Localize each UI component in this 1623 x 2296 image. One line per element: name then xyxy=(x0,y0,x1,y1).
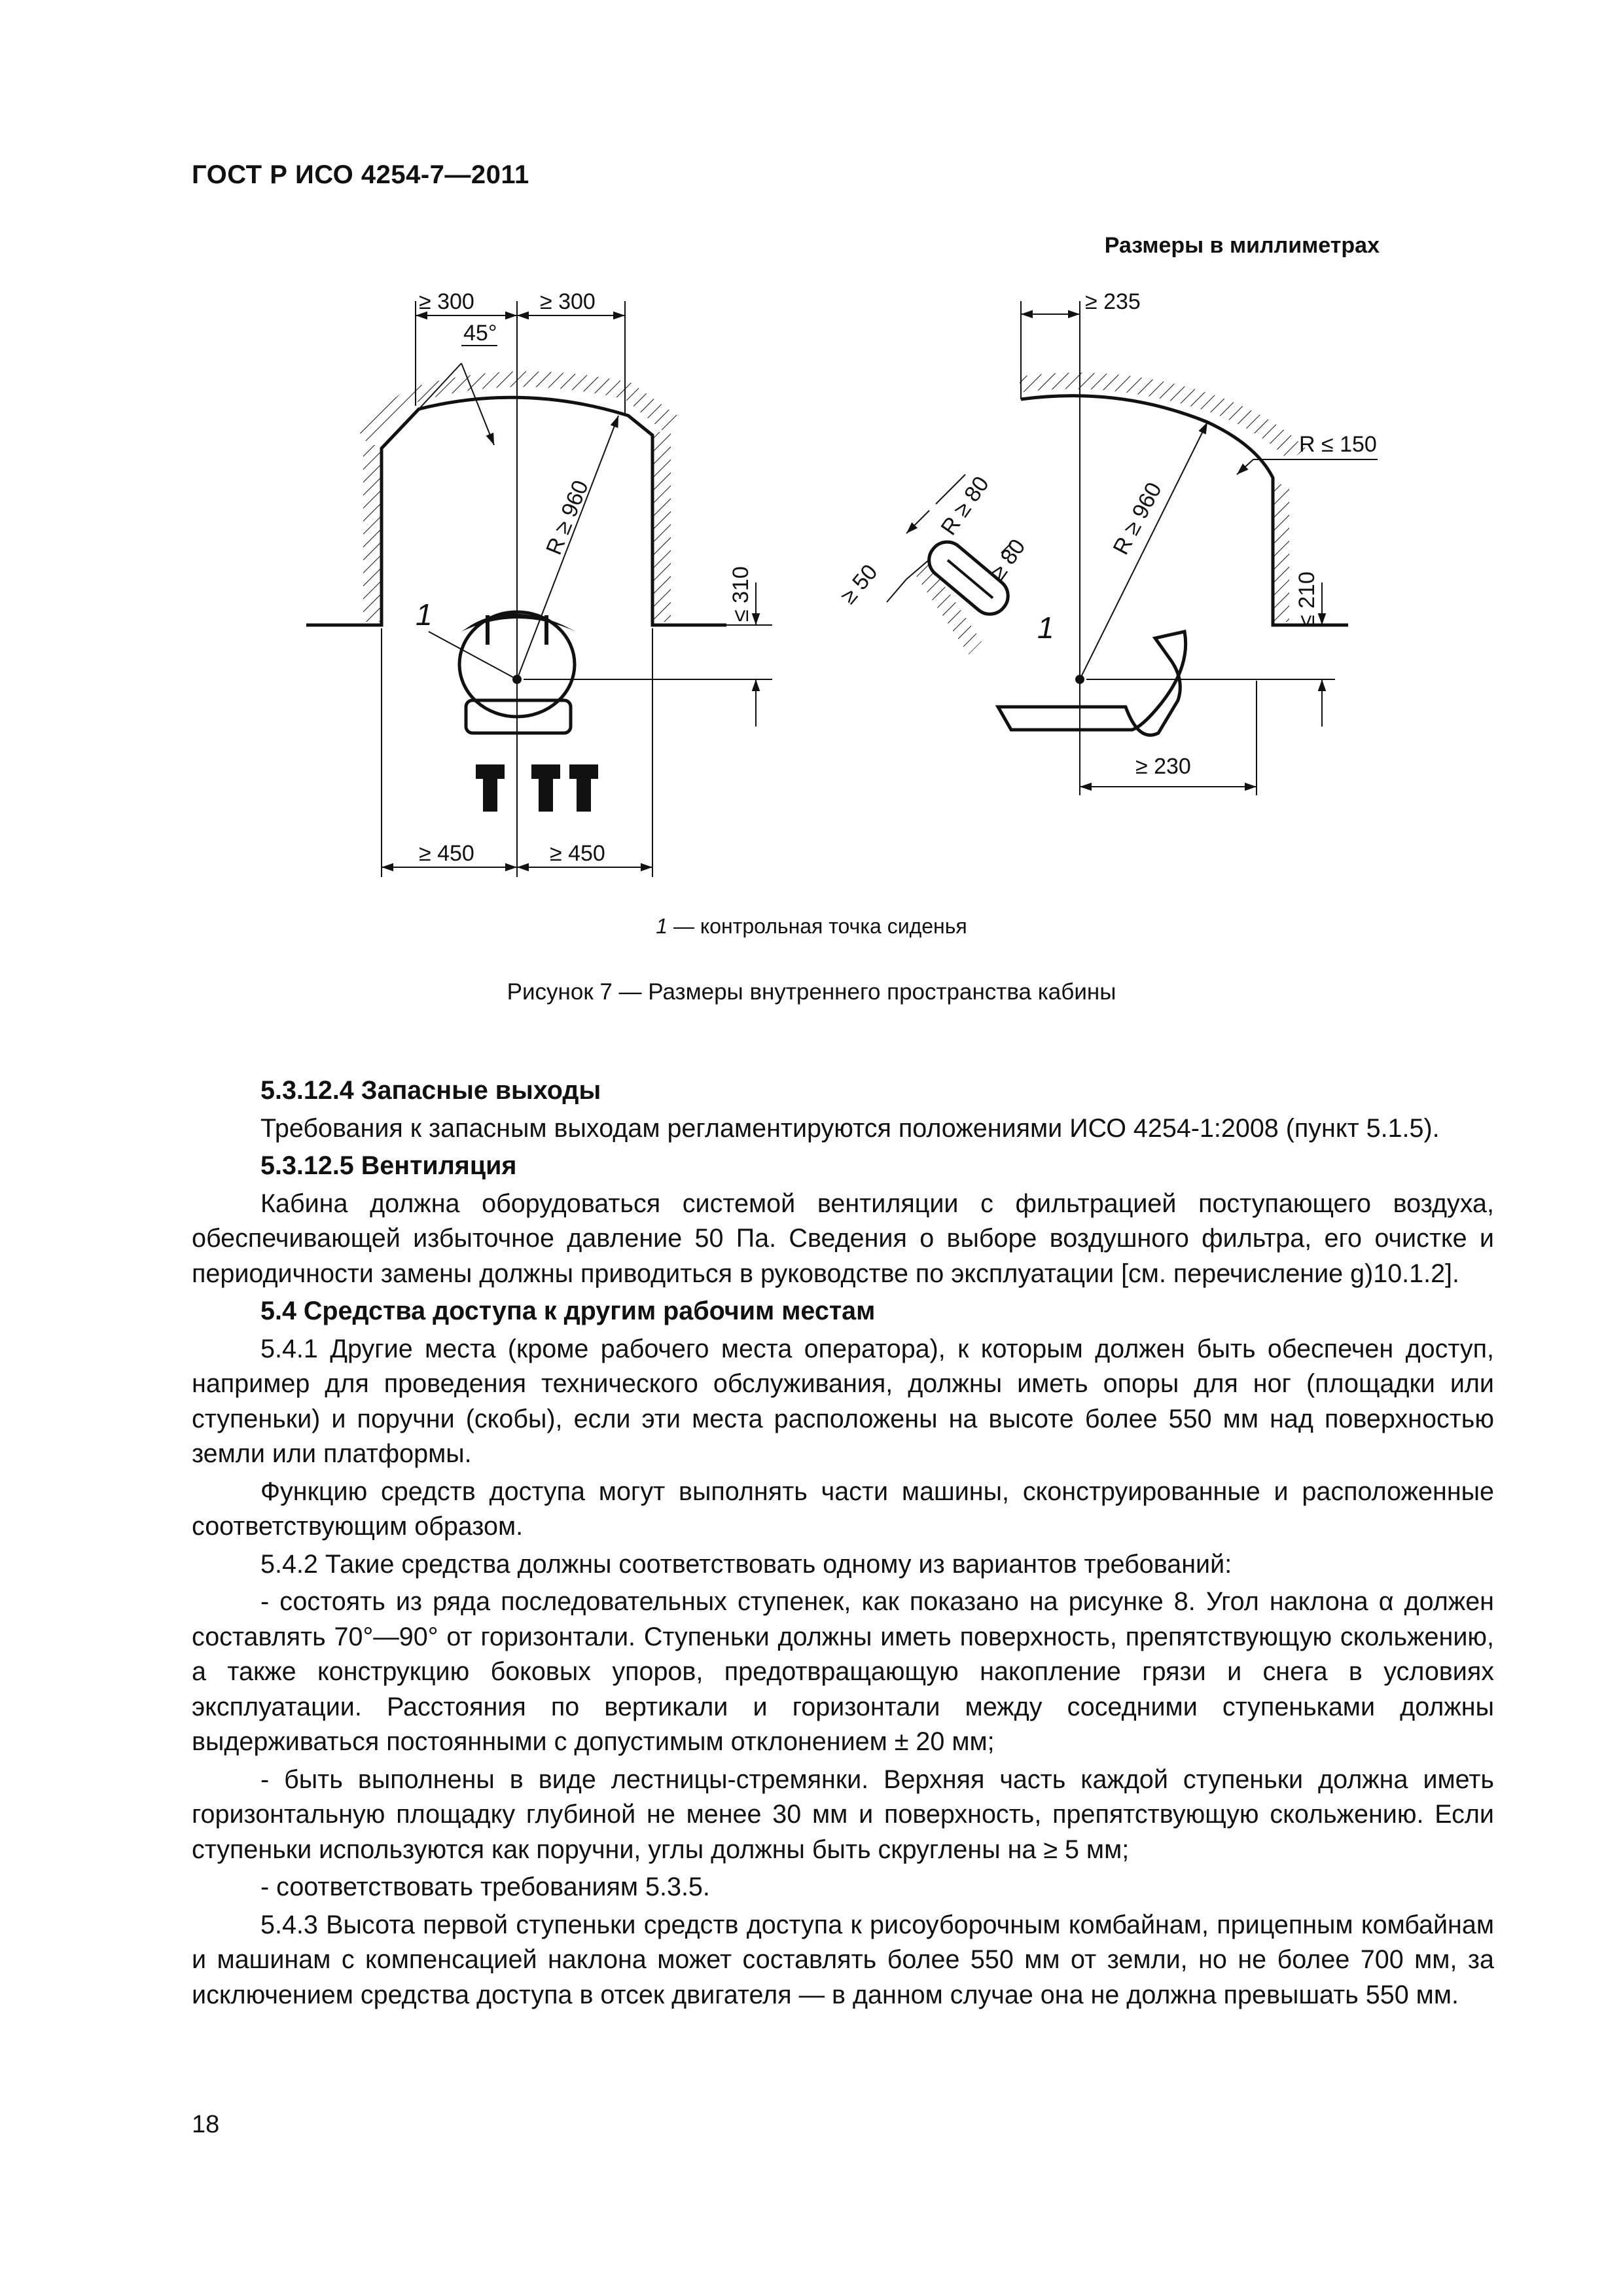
dim-pedal-radius: R ≥ 80 xyxy=(936,471,994,540)
units-note: Размеры в миллиметрах xyxy=(1104,233,1380,258)
front-view xyxy=(306,301,772,877)
side-rear-wall-hatch xyxy=(1273,484,1289,622)
paragraph: 5.4.3 Высота первой ступеньки средств доступа к рисоуборочным комбайнам, прицепным комбайнам и машинам с компенсацией наклона может составлять более 550 мм от земли, но не более 700 мм, за исключением средства доступа в отсек двигателя — в данном случае она не должна превышать 550 мм. xyxy=(192,1910,1494,2009)
section-heading-ventilation: 5.3.12.5 Вентиляция xyxy=(260,1151,517,1180)
dim-radius: R ≥ 960 xyxy=(541,476,594,558)
paragraph: 5.4.1 Другие места (кроме рабочего места оператора), к которым должен быть обеспечен доступ, например для проведения технического обслуживания, должны иметь опоры для ног (площадки или ступеньки) и поручни (скобы), если эти места расположены на высоте более 550 мм над поверхностью земли или платформы. xyxy=(192,1334,1494,1468)
floor-hatch xyxy=(916,563,982,655)
left-wall-hatch xyxy=(363,445,382,622)
section-heading-emergency-exits: 5.3.12.4 Запасные выходы xyxy=(260,1076,601,1105)
point-label-side: 1 xyxy=(1037,611,1054,645)
dim-side-corner-radius: R ≤ 150 xyxy=(1299,432,1377,457)
dim-pedal-width: ≥ 50 xyxy=(836,560,883,609)
point-label-front: 1 xyxy=(416,598,433,632)
paragraph: 5.4.2 Такие средства должны соответствовать одному из вариантов требований: xyxy=(260,1549,1232,1579)
figure-caption: Рисунок 7 — Размеры внутреннего пространства кабины xyxy=(507,979,1116,1005)
dim-side-radius: R ≥ 960 xyxy=(1108,478,1167,559)
dim-angle: 45° xyxy=(463,321,497,346)
dim-side-bottom: ≥ 230 xyxy=(1135,754,1191,779)
paragraph: Функцию средств доступа могут выполнять части машины, сконструированные и расположенные соответствующим образом. xyxy=(192,1477,1494,1541)
dim-side-height: ≤ 210 xyxy=(1294,571,1319,627)
dim-top-left: ≥ 300 xyxy=(419,289,474,314)
dim-bottom-left: ≥ 450 xyxy=(419,841,474,866)
legend-number: 1 xyxy=(656,914,668,938)
side-seat-reference-point xyxy=(1075,675,1084,684)
paragraph: - соответствовать требованиям 5.3.5. xyxy=(260,1873,710,1901)
cabin-dimensions-figure xyxy=(0,275,1623,903)
dim-height: ≤ 310 xyxy=(728,566,753,622)
dim-bottom-right: ≥ 450 xyxy=(550,841,605,866)
paragraph: - быть выполнены в виде лестницы-стремянки. Верхняя часть каждой ступеньки должна иметь горизонтальную площадку глубиной не менее 30 мм и поверхность, препятствующую скольжению. Если ступеньки используются как поручни, углы должны быть скруглены на ≥ 5 мм; xyxy=(192,1765,1494,1864)
paragraph: - состоять из ряда последовательных ступенек, как показано на рисунке 8. Угол наклона α должен составлять 70°—90° от горизонтали. Ступеньки должны иметь поверхность, препятствующую скольжению, а также конструкцию боковых упоров, предотвращающую накопление грязи и снега в условиях эксплуатации. Расстояния по вертикали и горизонтали между соседними ступеньками должны выдерживаться постоянными с допустимым отклонением ± 20 мм; xyxy=(192,1587,1494,1756)
dim-top-right: ≥ 300 xyxy=(540,289,596,314)
document-header: ГОСТ Р ИСО 4254-7—2011 xyxy=(192,160,529,189)
dim-side-top: ≥ 235 xyxy=(1085,289,1141,314)
side-roof-hatch xyxy=(1018,372,1306,461)
paragraph: Кабина должна оборудоваться системой вентиляции с фильтрацией поступающего воздуха, обеспечивающей избыточное давление 50 Па. Сведения о выборе воздушного фильтра, его очистке и периодичности замены должны приводиться в руководстве по эксплуатации [см. перечисление g)10.1.2]. xyxy=(192,1189,1494,1288)
section-heading-access-means: 5.4 Средства доступа к другим рабочим местам xyxy=(260,1297,876,1325)
pedals xyxy=(476,764,598,812)
legend-text: — контрольная точка сиденья xyxy=(668,914,967,938)
dim-pedal-offset: ≥ 80 xyxy=(985,534,1031,584)
body-text xyxy=(192,1073,1494,2015)
paragraph: Требования к запасным выходам регламентируются положениями ИСО 4254-1:2008 (пункт 5.1.5). xyxy=(260,1113,1440,1143)
figure-legend xyxy=(0,914,1623,939)
right-wall-hatch xyxy=(652,432,671,622)
page-number: 18 xyxy=(192,2111,220,2138)
side-seat xyxy=(998,632,1186,735)
